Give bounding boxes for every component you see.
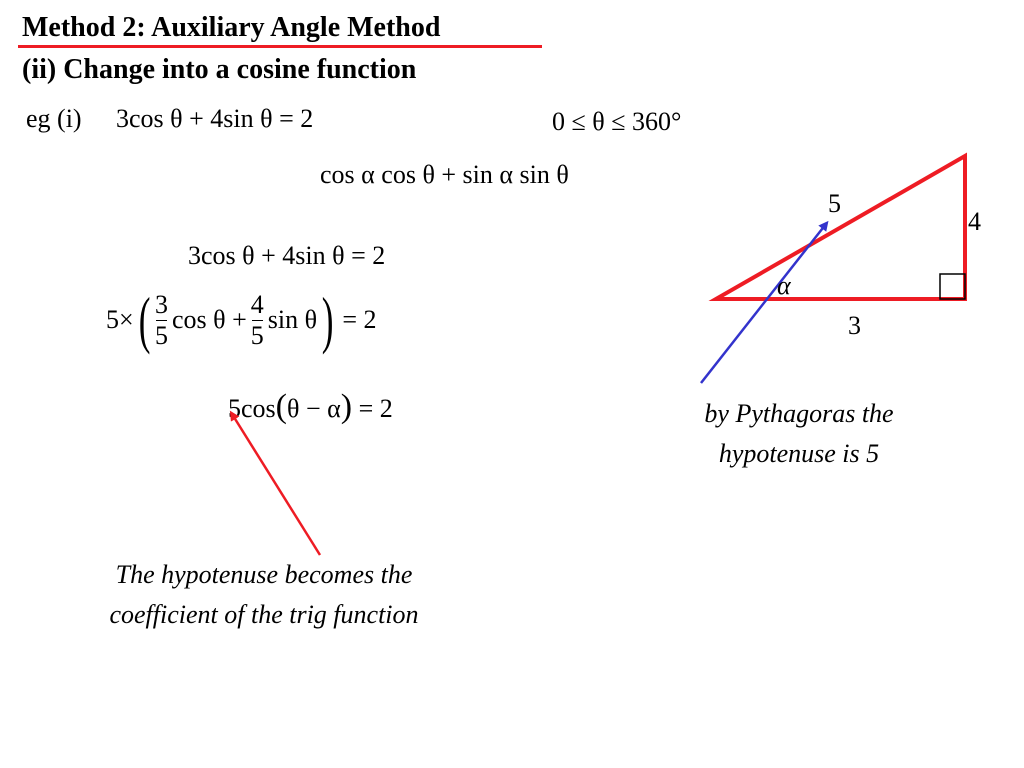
line3-rhs: = 2 (358, 394, 393, 423)
opposite-label: 4 (968, 207, 981, 236)
coefficient-arrow (232, 414, 320, 555)
coefficient-note-line2: coefficient of the trig function (109, 600, 419, 629)
pythagoras-arrow (701, 224, 826, 383)
right-triangle (716, 156, 965, 299)
sin-term: sin θ (267, 305, 318, 334)
line3-prefix: 5cos (228, 394, 276, 423)
slide-subtitle: (ii) Change into a cosine function (22, 54, 417, 85)
slide-title: Method 2: Auxiliary Angle Method (22, 12, 441, 43)
example-label: eg (i) (26, 104, 82, 133)
angle-alpha-label: α (777, 271, 791, 300)
fraction-numerator: 4 (250, 289, 264, 319)
factor-prefix: 5× (106, 305, 134, 334)
pythagoras-note-line1: by Pythagoras the (704, 399, 894, 428)
line3-inner: θ − α (287, 394, 341, 423)
right-angle-marker (940, 274, 965, 299)
hypotenuse-label: 5 (828, 189, 841, 218)
example-domain: 0 ≤ θ ≤ 360° (552, 107, 682, 136)
adjacent-label: 3 (848, 311, 861, 340)
fraction-denominator: 5 (250, 320, 264, 350)
fraction-numerator: 3 (154, 289, 168, 319)
rhs: = 2 (342, 305, 377, 334)
coefficient-note (46, 555, 482, 635)
right-paren: ) (321, 284, 334, 355)
left-paren: ( (138, 284, 151, 355)
compound-angle-identity: cos α cos θ + sin α sin θ (320, 160, 569, 189)
pythagoras-note (660, 394, 938, 474)
coefficient-note-line1: The hypotenuse becomes the (115, 560, 413, 589)
fraction-denominator: 5 (154, 320, 168, 350)
working-line-3: 5cos(θ − α) = 2 (228, 388, 393, 425)
cos-term: cos θ + (171, 305, 247, 334)
working-line-1: 3cos θ + 4sin θ = 2 (188, 241, 386, 270)
pythagoras-note-line2: hypotenuse is 5 (718, 439, 880, 468)
example-equation: 3cos θ + 4sin θ = 2 (116, 104, 314, 133)
